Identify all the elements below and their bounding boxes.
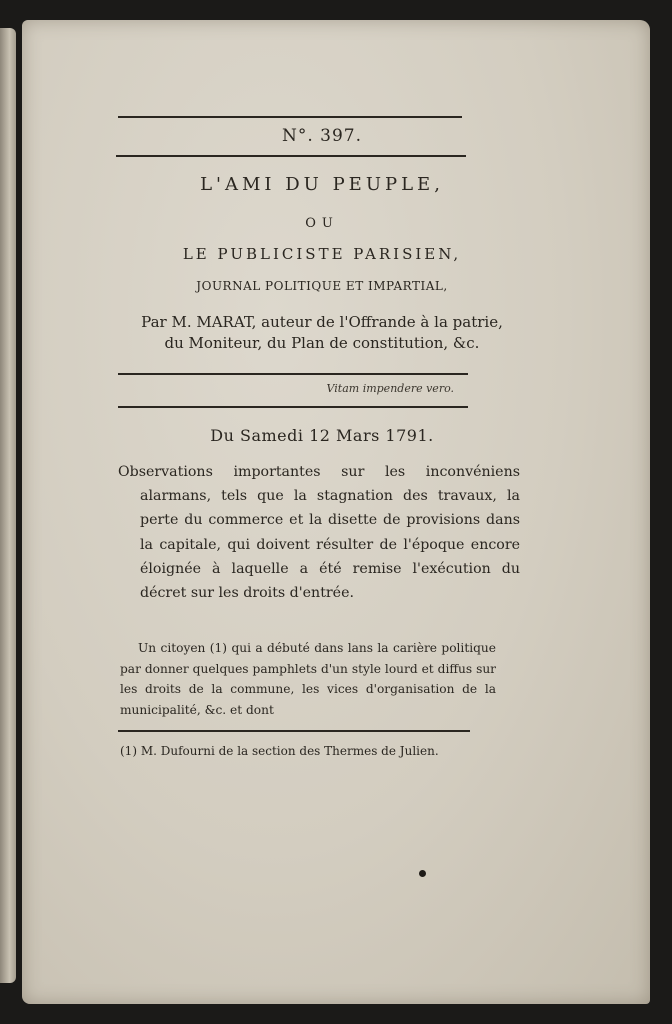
newspaper-alt-title: LE PUBLICISTE PARISIEN,: [182, 245, 462, 263]
ink-spot: [419, 870, 426, 877]
motto-rule-bottom: [118, 406, 468, 408]
top-rule: [118, 116, 462, 118]
article-body: Un citoyen (1) qui a débuté dans lans la carière politique par donner quelques pamphlets d'un style lourd et diffus sur les droits de la commune, les vices d'organisation de la municipalité, &c. et dont: [120, 641, 496, 717]
issue-date: Du Samedi 12 Mars 1791.: [210, 426, 434, 445]
adjacent-page-edge: [0, 28, 16, 983]
motto: Vitam impendere vero.: [326, 382, 454, 395]
author-line-1: Par M. MARAT, auteur de l'Offrande à la patrie,: [141, 313, 503, 331]
newspaper-subtitle: JOURNAL POLITIQUE ET IMPARTIAL,: [196, 279, 448, 293]
author-line-2: du Moniteur, du Plan de constitution, &c.: [164, 334, 480, 352]
motto-rule-top: [118, 373, 468, 375]
footnote-rule: [118, 730, 470, 732]
newspaper-page: [22, 20, 650, 1004]
title-conjunction: OU: [305, 216, 339, 231]
issue-number: N°. 397.: [281, 126, 363, 146]
footnote: (1) M. Dufourni de la section des Thermes de Julien.: [120, 744, 439, 758]
article-heading: Observations importantes sur les inconvéniens alarmans, tels que la stagnation des travaux, la perte du commerce et la disette de provisions dans la capitale, qui doivent résulter de l'époque encore éloignée à laquelle a été remise l'exécution du décret sur les droits d'entrée.: [118, 464, 520, 602]
newspaper-title: L'AMI DU PEUPLE,: [200, 174, 444, 195]
issue-rule: [116, 155, 466, 157]
